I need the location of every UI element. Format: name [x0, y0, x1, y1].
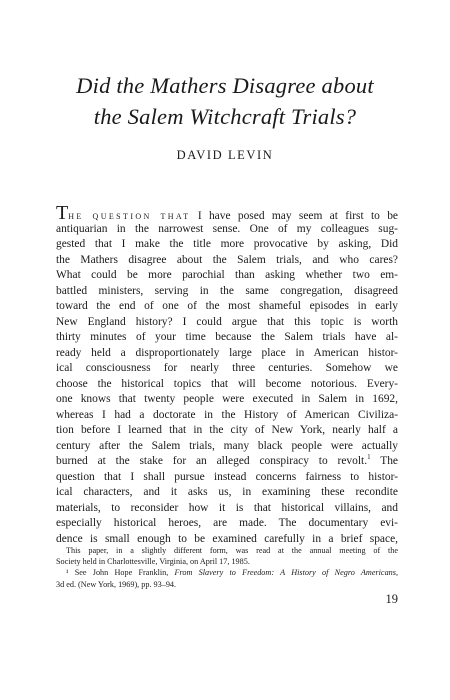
body-line-with-footnote: [56, 454, 398, 470]
article-body: [56, 202, 399, 547]
footnote-1-text: ¹ See John Hope Franklin,: [66, 568, 175, 578]
body-line: materials, to reconsider how it is that historical villains, and: [56, 501, 398, 514]
footnote-reference-1[interactable]: 1: [367, 453, 371, 462]
title-line-2: the Salem Witchcraft Trials?: [93, 104, 357, 129]
body-line: battled ministers, serving in the same congregation, disagreed: [56, 284, 398, 297]
author-name: DAVID LEVIN: [176, 148, 274, 162]
body-line: ical characters, and it asks us, in examining these recondite: [56, 486, 398, 498]
page-number: 19: [385, 592, 398, 606]
opening-small-caps: HE QUESTION THAT: [68, 212, 191, 221]
body-line-1-text: I have posed may seem at first to be: [197, 210, 399, 222]
body-line: ready held a disproportionately large place in American histor-: [56, 346, 398, 359]
body-line: What could be more parochial than asking whether two em-: [56, 269, 398, 281]
title-line-1: Did the Mathers Disagree about: [76, 73, 374, 98]
body-line: whereas I had a doctorate in the History of American Civiliza-: [56, 408, 398, 421]
body-line: toward the end of one of the most shameful episodes in early: [56, 300, 398, 312]
body-line-1: [56, 202, 399, 224]
footnote-unnumbered-line-2: Society held in Charlottesville, Virginia, on April 17, 1985.: [56, 557, 250, 567]
body-line-text-after: The: [380, 455, 398, 467]
article-title: [40, 70, 410, 132]
body-line: New England history? I could argue that this topic is worth: [56, 315, 398, 328]
body-line: question that I shall pursue instead concerns fairness to histor-: [56, 470, 398, 483]
body-line: antiquarian in the narrowest sense. One of my colleagues sug-: [56, 222, 398, 235]
body-line: thirty minutes of your time because the Salem trials have al-: [56, 331, 398, 343]
body-line: gested that I make the title more provocative by asking, Did: [56, 238, 398, 250]
body-line: century after the Salem trials, many black people were actually: [56, 439, 398, 452]
body-line: tion before I learned that in the city of New York, nearly half a: [56, 424, 398, 436]
body-line: choose the historical topics that will become notorious. Every-: [56, 377, 398, 390]
body-line: especially historical heroes, are made. The documentary evi-: [56, 517, 398, 529]
body-line: one knows that twenty people were executed in Salem in 1692,: [56, 393, 398, 405]
footnote-1-line-1: [56, 567, 398, 578]
body-line: ical consciousness for nearly three centuries. Somehow we: [56, 362, 398, 374]
footnote-1-line-2: 3d ed. (New York, 1969), pp. 93–94.: [56, 579, 177, 589]
footnote-1-book-title: From Slavery to Freedom: A History of Negro Americans,: [174, 568, 398, 578]
body-line: dence is small enough to be examined carefully in a brief space,: [56, 532, 398, 545]
body-line: the Mathers disagree about the Salem trials, and who cares?: [56, 253, 398, 266]
footnote-unnumbered-line-1: This paper, in a slightly different form, was read at the annual meeting of the: [66, 546, 398, 555]
body-line-text: burned at the stake for an alleged conspiracy to revolt.: [56, 455, 368, 467]
drop-cap: T: [56, 202, 69, 224]
footnotes: [56, 545, 398, 590]
